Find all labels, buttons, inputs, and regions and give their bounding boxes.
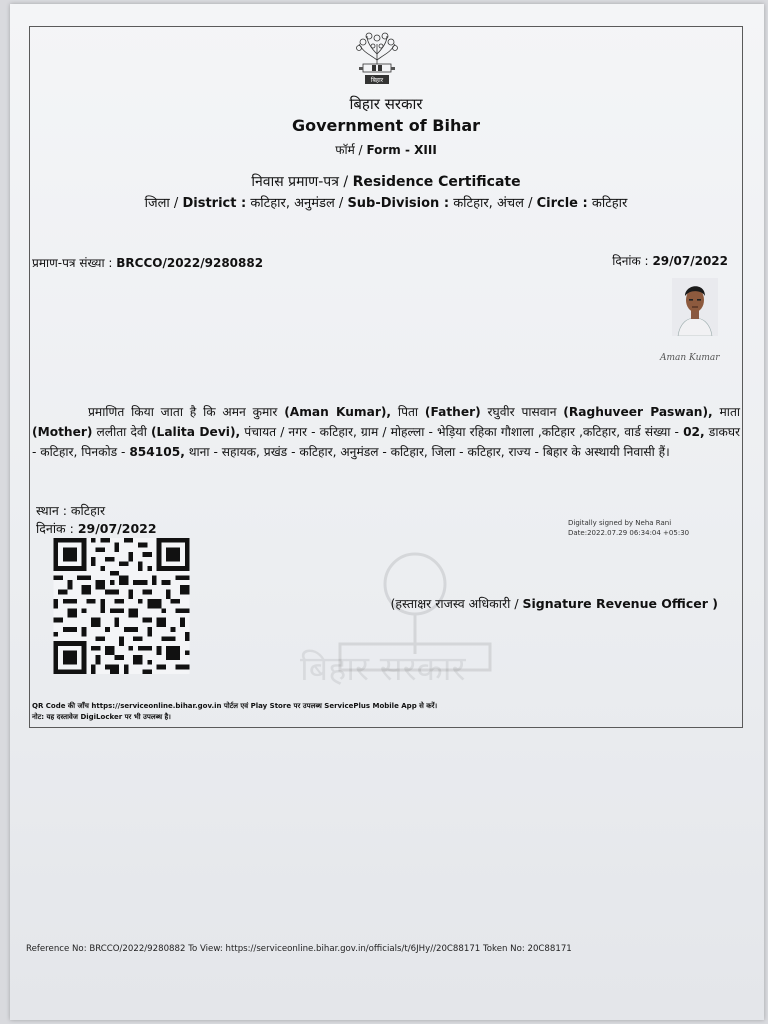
digital-signature-line-1: Digitally signed by Neha Rani [568, 519, 672, 527]
cert-number-value: BRCCO/2022/9280882 [116, 256, 264, 270]
body-text-8: थाना - सहायक, प्रखंड - कटिहार, अनुमंडल - कटिहार, जिला - कटिहार, राज्य - बिहार के [188, 445, 581, 459]
place-date-line [36, 520, 157, 537]
body-text-2: पिता [397, 405, 419, 419]
place-date-label: दिनांक : [36, 521, 74, 536]
cert-date-value: 29/07/2022 [652, 254, 728, 268]
body-text-6: पंचायत / नगर - कटिहार, ग्राम / मोहल्ला - भेड़िया रहिका गौशाला ,कटिहार ,कटिहार, वार्ड संख्या - [244, 425, 679, 439]
reference-footer: Reference No: BRCCO/2022/9280882 To View: https://serviceonline.bihar.gov.in/officials/t/6JHy//20C88171 Token No: 20C88171 [26, 944, 572, 954]
body-text-5: ललीता देवी [96, 425, 147, 439]
applicant-name-en: (Aman Kumar), [284, 405, 392, 419]
applicant-signature-text: Aman Kumar [660, 353, 720, 363]
signoff-english: Signature Revenue Officer ) [522, 596, 718, 611]
digital-signature-line-2: Date:2022.07.29 06:34:04 +05:30 [568, 529, 690, 537]
pincode: 854105, [129, 445, 185, 459]
state-hindi: बिहार सरकार [349, 95, 423, 113]
signoff-hindi: (हस्ताक्षर राजस्व अधिकारी / [390, 596, 519, 611]
cert-number-label: प्रमाण-पत्र संख्या : [32, 256, 113, 270]
district-value: कटिहार, अनुमंडल / [250, 196, 344, 211]
body-text-1: प्रमाणित किया जाता है कि अमन कुमार [88, 405, 278, 419]
revenue-officer-signature [390, 595, 718, 612]
applicant-photo [672, 278, 718, 336]
qr-verification-note: QR Code की जाँच https://serviceonline.bihar.gov.in पोर्टल एवं Play Store पर उपलब्ध ServicePlus Mobile App से करें। [32, 702, 438, 710]
digital-signature [568, 518, 689, 538]
certificate-page [10, 4, 764, 1020]
form-english: Form - XIII [366, 143, 437, 157]
father-label: (Father) [424, 405, 481, 419]
district-label-en: District : [182, 196, 247, 211]
place-line: स्थान : कटिहार [36, 503, 106, 518]
form-line [30, 141, 742, 158]
emblem-text: बिहार [370, 77, 384, 84]
cert-title-hindi: निवास प्रमाण-पत्र / [251, 174, 349, 190]
circle-value: कटिहार [591, 196, 628, 211]
bihar-emblem-icon [349, 30, 405, 88]
watermark-text: बिहार सरकार [300, 649, 466, 689]
body-text-4: माता [719, 405, 741, 419]
cert-title-english: Residence Certificate [352, 174, 521, 190]
district-label-hi: जिला / [144, 196, 179, 211]
subdivision-label: Sub-Division : [347, 196, 450, 211]
mother-name-en: (Lalita Devi), [150, 425, 241, 439]
cert-date-label: दिनांक : [612, 254, 649, 268]
body-text-3: रघुवीर पासवान [487, 405, 557, 419]
certificate-body [32, 402, 740, 462]
certificate-date [612, 252, 728, 269]
body-text-7: डाकघर - कटिहार, पिनकोड - [32, 425, 741, 459]
applicant-signature [658, 346, 742, 366]
form-hindi: फॉर्म / [335, 143, 363, 157]
certificate-title [30, 172, 742, 191]
qr-code [50, 538, 193, 674]
district-line [30, 193, 742, 211]
mother-label: (Mother) [32, 425, 93, 439]
state-english: Government of Bihar [291, 116, 481, 135]
ward-number: 02, [683, 425, 705, 439]
body-text-9: अस्थायी निवासी हैं। [584, 445, 670, 459]
certificate-number [32, 254, 263, 271]
father-name-en: (Raghuveer Paswan), [563, 405, 713, 419]
place-date-value: 29/07/2022 [77, 521, 157, 536]
digilocker-note: नोट: यह दस्तावेज DigiLocker पर भी उपलब्ध है। [32, 713, 171, 721]
subdivision-value: कटिहार, अंचल / [453, 196, 533, 211]
circle-label: Circle : [536, 196, 588, 211]
